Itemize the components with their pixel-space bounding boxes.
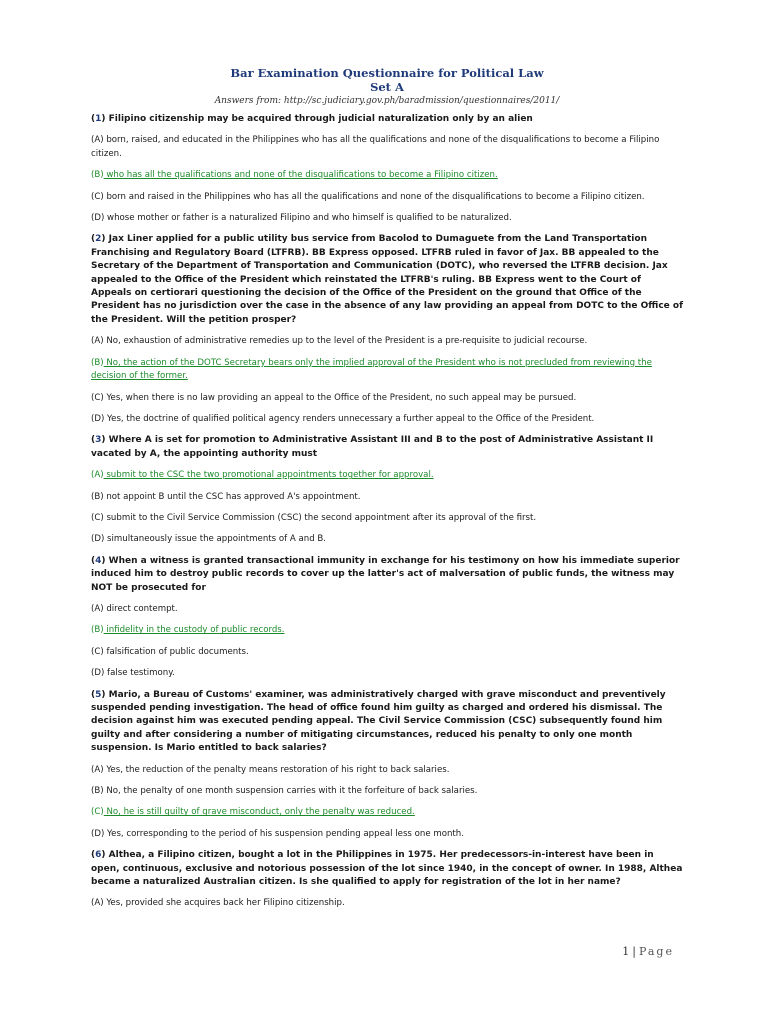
page-number: 1 bbox=[622, 945, 630, 958]
option-label: (B) bbox=[91, 625, 104, 636]
question-text: Jax Liner applied for a public utility bus service from Bacolod to Dumaguete from the Land Transportation Franchising and Regulatory Board (LTFRB). BB Express opposed. LTFRB ruled in favor of Jax. BB appealed to the Secretary of the Department of Transportation and Communication (DOTC), who reversed the LTFRB decision. Jax appealed to the Office of the President which reinstated the LTFRB's ruling. BB Express went to the Court of Appeals on certiorari questioning the decision of the Office of the President on the ground that Office of the President has no jurisdiction over the case in the absence of any law providing an appeal from DOTC to the Office of the President. Will the petition prosper? bbox=[91, 234, 683, 325]
answer-option bbox=[91, 392, 683, 405]
option-label: (A) bbox=[91, 470, 104, 481]
page-word: Page bbox=[638, 945, 674, 958]
option-label: (A) bbox=[91, 336, 104, 347]
option-label: (D) bbox=[91, 213, 105, 224]
option-text: No, the action of the DOTC Secretary bears only the implied approval of the President who is not precluded from reviewing the decision of the former. bbox=[91, 357, 652, 382]
option-text: whose mother or father is a naturalized Filipino and who himself is qualified to be naturalized. bbox=[104, 213, 512, 224]
option-label: (A) bbox=[91, 135, 104, 146]
option-label: (B) bbox=[91, 357, 104, 368]
option-label: (D) bbox=[91, 668, 105, 679]
question-3: (3) Where A is set for promotion to Administrative Assistant III and B to the post of Administrative Assistant II vacated by A, the appointing authority must bbox=[91, 435, 654, 459]
option-text: No, the penalty of one month suspension carries with it the forfeiture of back salaries. bbox=[103, 786, 478, 797]
answer-option bbox=[91, 335, 683, 348]
question-text: Filipino citizenship may be acquired through judicial naturalization only by an alien bbox=[105, 114, 533, 124]
option-text: No, he is still guilty of grave misconduct, only the penalty was reduced. bbox=[103, 807, 415, 818]
option-label: (B) bbox=[91, 786, 104, 797]
answer-option bbox=[91, 491, 683, 504]
page-separator: | bbox=[632, 945, 636, 958]
option-text: infidelity in the custody of public records. bbox=[103, 625, 285, 636]
option-label: (C) bbox=[91, 807, 104, 818]
option-text: Yes, when there is no law providing an appeal to the Office of the President, no such appeal may be pursued. bbox=[103, 392, 577, 403]
answer-option bbox=[91, 603, 683, 616]
answer-option bbox=[91, 212, 683, 225]
option-label: (D) bbox=[91, 413, 105, 424]
answer-option-correct bbox=[91, 357, 683, 384]
option-text: No, exhaustion of administrative remedies up to the level of the President is a pre-requisite to judicial recourse. bbox=[103, 336, 588, 347]
answer-option bbox=[91, 413, 683, 426]
document-set-label: Set A bbox=[370, 80, 404, 94]
answer-option bbox=[91, 828, 683, 841]
option-text: submit to the Civil Service Commission (CSC) the second appointment after its approval of the first. bbox=[103, 512, 537, 523]
answer-option bbox=[91, 897, 683, 910]
answer-option-correct bbox=[91, 169, 683, 182]
document-title: Bar Examination Questionnaire for Political Law bbox=[230, 66, 544, 80]
question-number: 2 bbox=[95, 234, 102, 245]
question-list bbox=[91, 113, 683, 911]
question-6: (6) Althea, a Filipino citizen, bought a lot in the Philippines in 1975. Her predecessors-in-interest have been in open, continuous, exclusive and notorious possession of the lot since 1940, in the concept of owner. In 1988, Althea became a naturalized Australian citizen. Is she qualified to apply for registration of the lot in her name? bbox=[91, 850, 683, 888]
option-text: born, raised, and educated in the Philippines who has all the qualifications and none of the disqualifications to become a Filipino citizen. bbox=[91, 135, 660, 159]
option-label: (B) bbox=[91, 170, 104, 181]
answer-option bbox=[91, 533, 683, 546]
option-label: (D) bbox=[91, 828, 105, 839]
option-text: not appoint B until the CSC has approved A's appointment. bbox=[103, 491, 361, 502]
page-footer bbox=[622, 945, 674, 958]
question-number: 4 bbox=[95, 555, 102, 566]
answer-option bbox=[91, 134, 683, 161]
option-text: born and raised in the Philippines who has all the qualifications and none of the disqualifications to become a Filipino citizen. bbox=[103, 191, 645, 202]
answer-option bbox=[91, 785, 683, 798]
answer-option bbox=[91, 191, 683, 204]
answer-option bbox=[91, 646, 683, 659]
question-number: 5 bbox=[95, 689, 102, 700]
option-text: falsification of public documents. bbox=[103, 646, 249, 657]
question-4: (4) When a witness is granted transactional immunity in exchange for his testimony on how his immediate superior induced him to destroy public records to cover up the latter's act of malversation of public funds, the witness may NOT be prosecuted for bbox=[91, 555, 680, 593]
document-body bbox=[91, 66, 683, 919]
option-text: Yes, corresponding to the period of his suspension pending appeal less one month. bbox=[104, 828, 464, 839]
option-text: Yes, the reduction of the penalty means restoration of his right to back salaries. bbox=[103, 764, 450, 775]
option-text: Yes, provided she acquires back her Filipino citizenship. bbox=[103, 898, 345, 909]
answers-source: Answers from: http://sc.judiciary.gov.ph/baradmission/questionnaires/2011/ bbox=[214, 96, 560, 106]
question-text: Mario, a Bureau of Customs' examiner, was administratively charged with grave misconduct and preventively suspended pending investigation. The head of office found him guilty as charged and ordered his dismissal. The decision against him was executed pending appeal. The Civil Service Commission (CSC) subsequently found him guilty and after considering a number of mitigating circumstances, reduced his penalty to only one month suspension. Is Mario entitled to back salaries? bbox=[91, 689, 666, 754]
question-1: (1) Filipino citizenship may be acquired through judicial naturalization only by an alien bbox=[91, 114, 533, 124]
question-text: Where A is set for promotion to Administrative Assistant III and B to the post of Administrative Assistant II vacated by A, the appointing authority must bbox=[91, 435, 654, 459]
answer-option-correct bbox=[91, 469, 683, 482]
option-label: (A) bbox=[91, 603, 104, 614]
option-text: submit to the CSC the two promotional appointments together for approval. bbox=[103, 470, 434, 481]
option-label: (C) bbox=[91, 392, 104, 403]
question-5: (5) Mario, a Bureau of Customs' examiner, was administratively charged with grave misconduct and preventively suspended pending investigation. The head of office found him guilty as charged and ordered his dismissal. The decision against him was executed pending appeal. The Civil Service Commission (CSC) subsequently found him guilty and after considering a number of mitigating circumstances, reduced his penalty to only one month suspension. Is Mario entitled to back salaries? bbox=[91, 689, 666, 754]
option-text: who has all the qualifications and none of the disqualifications to become a Filipino citizen. bbox=[103, 170, 498, 181]
answer-option bbox=[91, 667, 683, 680]
option-label: (D) bbox=[91, 534, 105, 545]
option-text: simultaneously issue the appointments of A and B. bbox=[104, 534, 327, 545]
question-number: 1 bbox=[95, 114, 102, 124]
option-text: Yes, the doctrine of qualified political agency renders unnecessary a further appeal to the Office of the President. bbox=[104, 413, 595, 424]
question-2: (2) Jax Liner applied for a public utility bus service from Bacolod to Dumaguete from the Land Transportation Franchising and Regulatory Board (LTFRB). BB Express opposed. LTFRB ruled in favor of Jax. BB appealed to the Secretary of the Department of Transportation and Communication (DOTC), who reversed the LTFRB decision. Jax appealed to the Office of the President which reinstated the LTFRB's ruling. BB Express went to the Court of Appeals on certiorari questioning the decision of the Office of the President on the ground that Office of the President has no jurisdiction over the case in the absence of any law providing an appeal from DOTC to the Office of the President. Will the petition prosper? bbox=[91, 234, 683, 325]
option-label: (C) bbox=[91, 191, 104, 202]
option-label: (B) bbox=[91, 491, 104, 502]
answer-option-correct bbox=[91, 806, 683, 819]
option-label: (A) bbox=[91, 764, 104, 775]
option-label: (C) bbox=[91, 512, 104, 523]
question-number: 3 bbox=[95, 435, 102, 446]
question-number: 6 bbox=[95, 850, 102, 861]
question-text: Althea, a Filipino citizen, bought a lot in the Philippines in 1975. Her predecessors-in-interest have been in open, continuous, exclusive and notorious possession of the lot since 1940, in the concept of owner. In 1988, Althea became a naturalized Australian citizen. Is she qualified to apply for registration of the lot in her name? bbox=[91, 850, 683, 888]
answer-option bbox=[91, 764, 683, 777]
question-text: When a witness is granted transactional immunity in exchange for his testimony on how his immediate superior induced him to destroy public records to cover up the latter's act of malversation of public funds, the witness may NOT be prosecuted for bbox=[91, 555, 680, 593]
option-label: (C) bbox=[91, 646, 104, 657]
option-text: direct contempt. bbox=[103, 603, 178, 614]
answer-option-correct bbox=[91, 624, 683, 637]
option-label: (A) bbox=[91, 898, 104, 909]
answer-option bbox=[91, 512, 683, 525]
option-text: false testimony. bbox=[104, 668, 175, 679]
